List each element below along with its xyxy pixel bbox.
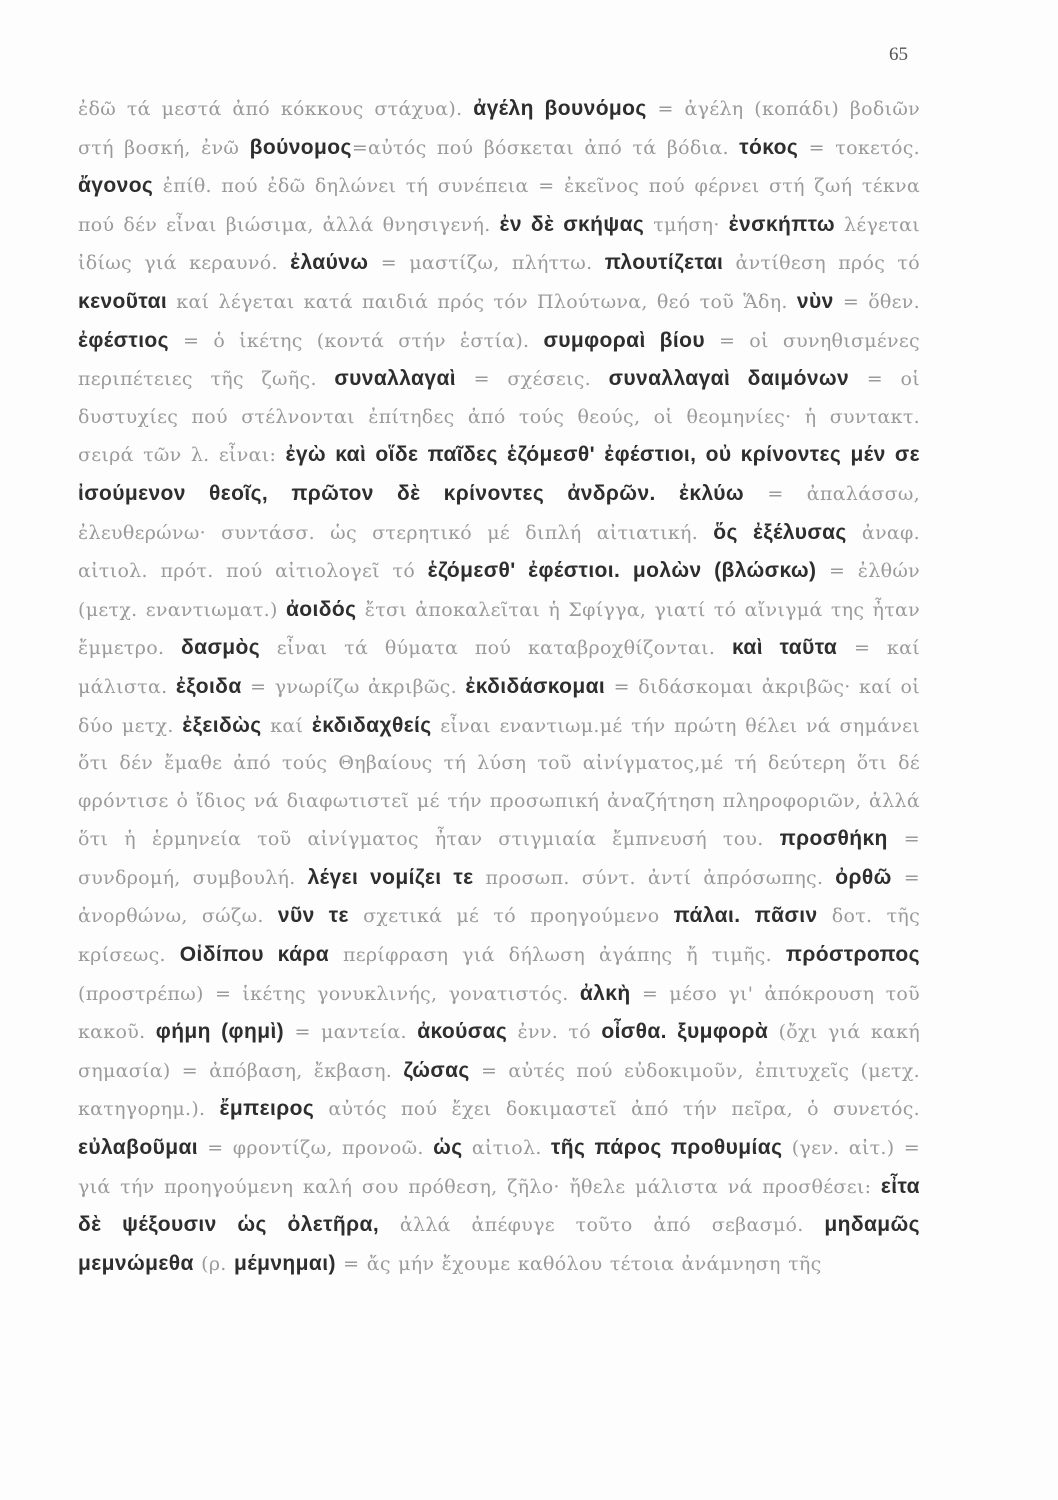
gloss-text: = ὁ ἱκέτης (κοντά στήν ἑστία). [168,329,544,352]
gloss-text [740,905,754,927]
gloss-text: ἀναφ. αἰτιολ. πρότ. πού αἰτιολογεῖ τό [78,521,920,583]
lemma-term: προσθήκη [779,827,888,851]
lemma-term: ἐκλύω [679,481,745,505]
lemma-term: ἐνσκήπτω [728,212,836,236]
gloss-text: = ἐλθών (μετχ. εναντιωματ.) [78,560,920,621]
gloss-text [667,1021,677,1043]
gloss-text: = μαστίζω, πλήττω. [368,252,605,275]
gloss-text: = φροντίζω, προνοῶ. [197,1137,434,1160]
lemma-term: ἐκδιδαχθείς [311,713,432,737]
gloss-text: ἐδῶ τά μεστά ἀπό κόκκους στάχυα). [78,98,474,120]
gloss-text: εἶναι εναντιωμ.μέ τήν πρώτη θέλει νά σημάνει ὅτι δέν ἔμαθε ἀπό τούς Θηβαίους τή λύση τοῦ αἰνίγματος,μέ τή δεύτερη ὅτι δέ φρόντισε ὁ ἴδιος νά διαφωτιστεῖ μέ τήν προσωπική ἀναζήτηση πληροφοριῶν, ἀλλά ὅτι ἡ ἑρμηνεία τοῦ αἰνίγματος ἦταν στιγμιαία ἔμπνευσή του. [78,714,920,851]
lemma-term: πλουτίζεται [604,251,724,275]
gloss-text: = οἱ δυστυχίες πού στέλνονται ἐπίτηδες ἀπό τούς θεούς, οἱ θεομηνίες· ἡ συντακτ. σειρά τῶν λ. εἶναι: [78,368,920,467]
lemma-term: μηδαμῶς μεμνώμεθα [78,1213,920,1275]
gloss-text: = ἀπαλάσσω, ἐλευθερώνω· συντάσσ. ὡς στερητικό μέ διπλή αἰτιατική. [78,482,920,544]
gloss-text: = ἀγέλη (κοπάδι) βοδιῶν στή βοσκή, ἐνῶ [78,98,920,159]
gloss-text: ἀλλά ἀπέφυγε τοῦτο ἀπό σεβασμό. [379,1214,825,1237]
lemma-term: ὀρθῶ [835,865,892,889]
gloss-text: (γεν. αἰτ.) = γιά τήν προηγούμενη καλή σου πρόθεση, ζῆλο· ἤθελε μάλιστα νά προσθέσει: [78,1137,920,1198]
gloss-text: τμήση· [644,213,729,236]
gloss-text: αὐτός πού ἔχει δοκιμαστεῖ ἀπό τήν πεῖρα, ὁ συνετός. [314,1098,920,1121]
lemma-term: λέγει νομίζει τε [307,865,474,889]
lemma-term: ἐξοιδα [175,674,242,698]
gloss-text: = γνωρίζω ἀκριβῶς. [241,675,466,698]
gloss-text: δοτ. τῆς κρίσεως. [78,905,921,967]
lemma-term: ὅς ἐξέλυσας [713,520,847,544]
lemma-term: ἐκδιδάσκομαι [465,674,606,698]
gloss-text: = αὐτές πού εὐδοκιμοῦν, ἐπιτυχεῖς (μετχ. κατηγορημ.). [78,1059,920,1121]
lemma-term: πρόστροπος [785,943,920,967]
lemma-term: μολὼν (βλώσκω) [632,559,817,583]
gloss-text: ἀντίθεση πρός τό [723,252,920,275]
lemma-term: Οἰδίπου κάρα [179,943,330,967]
gloss-text: αἰτιολ. [462,1137,551,1160]
gloss-text: ἔτσι ἀποκαλεῖται ἡ Σφίγγα, γιατί τό αἴνιγμά της ἦταν ἔμμετρο. [78,598,921,660]
lemma-term: ἀλκὴ [579,981,631,1005]
gloss-text: = μέσο γι' ἀπόκρουση τοῦ κακοῦ. [78,982,920,1044]
lemma-term: ἄγονος [78,174,154,198]
lemma-term: ἀοιδός [285,597,357,621]
gloss-text: = ἀνορθώνω, σώζω. [78,866,921,928]
gloss-text: = ὅθεν. [833,290,920,313]
lemma-term: συναλλαγαὶ δαιμόνων [608,367,850,391]
lemma-term: πᾶσιν [754,904,818,928]
lemma-term: ἑζόμεσθ' ἐφέστιοι. [427,559,621,583]
lemma-term: τῆς πάρος προθυμίας [550,1136,783,1160]
lemma-term: ξυμφορὰ [677,1020,769,1044]
gloss-text: περίφραση γιά δήλωση ἀγάπης ἤ τιμῆς. [329,944,786,967]
lemma-term: ἐν δὲ σκήψας [499,212,645,236]
lemma-term: ζώσας [403,1058,470,1082]
gloss-text [620,560,633,582]
lemma-term: καὶ ταῦτα [732,636,838,660]
lemma-term: ἀκούσας [417,1020,508,1044]
page-number: 65 [889,44,908,65]
lemma-term: ἐφέστιος [78,328,169,352]
lemma-term: τόκος [739,135,799,159]
lemma-term: ἐγὼ καὶ οἵδε παῖδες ἑζόμεσθ' ἐφέστιοι, οὐ κρίνοντες μέν σε ἰσούμενον θεοῖς, πρῶτον δὲ κρίνοντες ἀνδρῶν. [78,443,920,505]
gloss-text: = τοκετός. [798,136,920,159]
gloss-text: = ἄς μήν ἔχουμε καθόλου τέτοια ἀνάμνηση τῆς [335,1252,822,1275]
gloss-text: = οἱ συνηθισμένες περιπέτειες τῆς ζωῆς. [78,329,920,391]
gloss-text: εἶναι τά θύματα πού καταβροχθίζονται. [260,637,733,660]
lemma-term: ἔμπειρος [219,1097,315,1121]
gloss-text [656,483,679,505]
gloss-text: ἐνν. τό [507,1021,602,1044]
gloss-text: σχετικά μέ τό προηγούμενο [348,905,674,928]
lemma-term: οἶσθα. [601,1020,667,1044]
gloss-text: (προστρέπω) = ἱκέτης γονυκλινής, γονατιστός. [78,982,580,1005]
gloss-text: = μαντεία. [284,1021,418,1044]
gloss-text: καί [261,714,312,737]
lemma-term: μέμνημαι) [233,1251,336,1275]
lemma-term: ὡς [433,1136,463,1160]
gloss-text: καί λέγεται κατά παιδιά πρός τόν Πλούτωνα, θεό τοῦ Ἅδη. [167,290,797,313]
gloss-text: = καί μάλιστα. [78,637,920,698]
gloss-text: ἐπίθ. πού ἐδῶ δηλώνει τή συνέπεια = ἐκεῖνος πού φέρνει στή ζωή τέκνα πού δέν εἶναι βιώσιμα, ἀλλά θνησιγενή. [78,175,920,236]
lemma-term: δασμὸς [181,636,261,660]
gloss-text: προσωπ. σύντ. ἀντί ἀπρόσωπης. [473,866,836,889]
lemma-term: βούνομος [249,135,352,159]
gloss-text: = διδάσκομαι ἀκριβῶς· καί οἱ δύο μετχ. [78,675,921,737]
gloss-text: = συνδρομή, συμβουλή. [78,828,920,889]
gloss-text: (ὄχι γιά κακή σημασία) = ἀπόβαση, ἔκβαση. [78,1021,921,1082]
lemma-term: φήμη (φημὶ) [155,1020,285,1044]
lemma-term: ἐξειδὼς [182,713,262,737]
gloss-text: = σχέσεις. [456,368,609,391]
lemma-term: εὐλαβοῦμαι [78,1136,198,1160]
lemma-term: πάλαι. [673,904,741,928]
lemma-term: συναλλαγαὶ [334,367,456,391]
lemma-term: νὺν [796,289,834,313]
lemma-term: ἀγέλη βουνόμος [473,97,647,120]
gloss-text: (ρ. [193,1252,234,1275]
lemma-term: συμφοραὶ βίου [543,328,705,352]
gloss-text: =αὐτός πού βόσκεται ἀπό τά βόδια. [351,136,740,159]
gloss-text: λέγεται ἰδίως γιά κεραυνό. [78,213,920,275]
commentary-text [78,90,920,1283]
lemma-term: εἶτα δὲ ψέξουσιν ὡς ὀλετῆρα, [78,1174,920,1237]
lemma-term: νῦν τε [277,904,349,928]
lemma-term: ἐλαύνω [290,251,369,275]
lemma-term: κενοῦται [78,289,168,313]
